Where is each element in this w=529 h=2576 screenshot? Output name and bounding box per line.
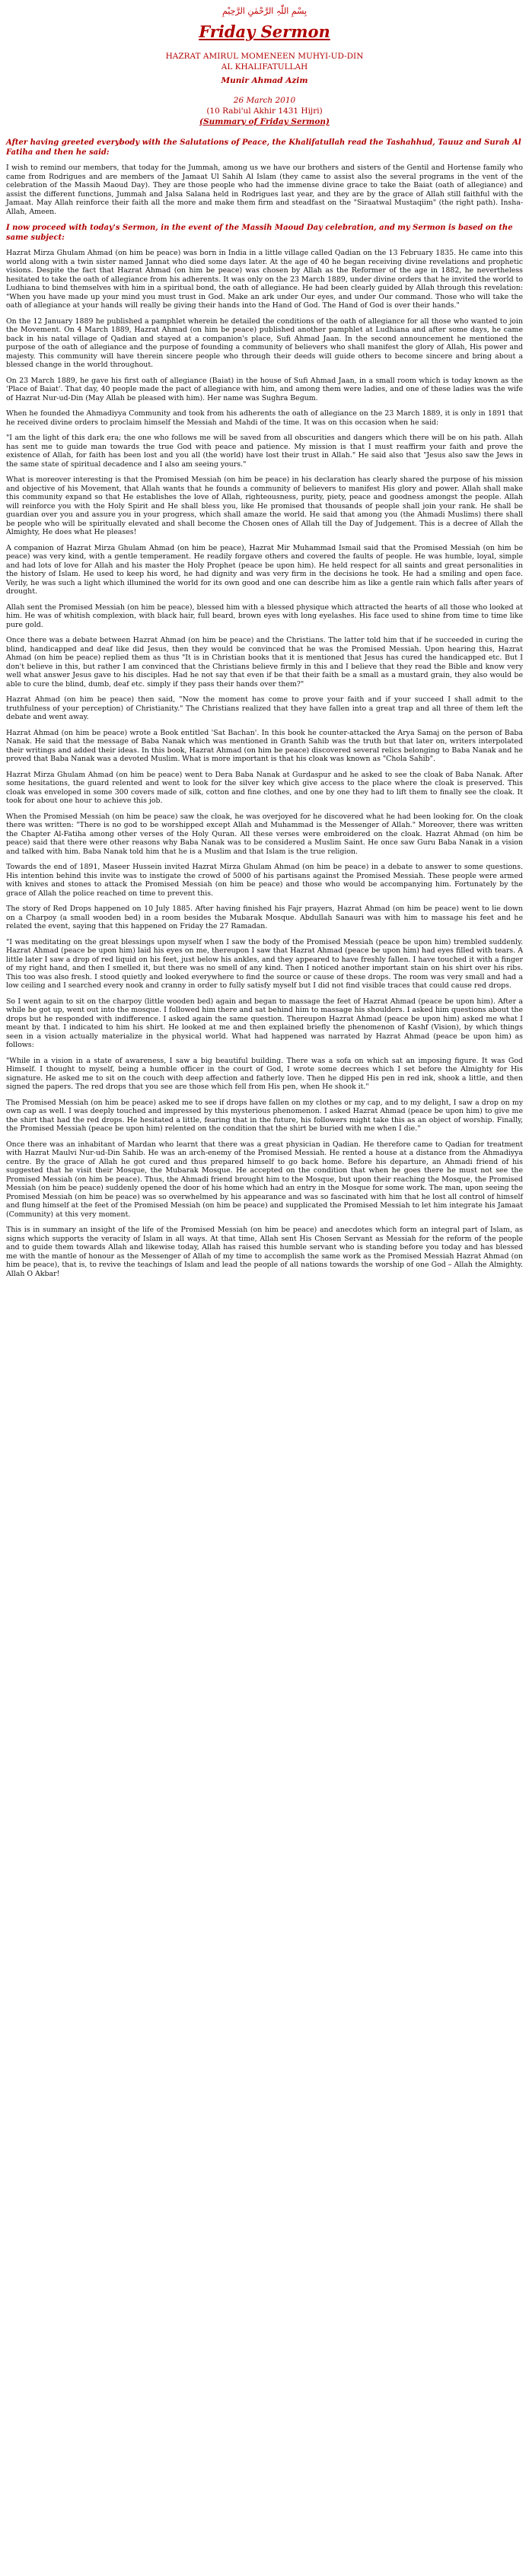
paragraph: A companion of Hazrat Mirza Ghulam Ahmad (on him be peace), Hazrat Mir Muhammad Ismail said that the Promised Messiah (on him be peace) was very kind, with a gentle temperament. He readily forgave others and covered the faults of people. He was humble, loyal, simple and had lots of love for Allah and his master the Holy Prophet (peace be upon him). He held respect for all saints and great personalities in the history of Islam. He used to keep his word, he had dignity and was very firm in the decisions he took. He had a smiling and open face. Verily, he was such a light which illumined the world for its own good and one can describe him as like a gentle rain which falls after years of drought. (6, 543, 523, 596)
bismillah-heading: بِسْمِ اللّٰہِ الرَّحْمٰنِ الرَّحِیْمِ (221, 6, 308, 16)
paragraph: "While in a vision in a state of awareness, I saw a big beautiful building. There was a sofa on which sat an imposing figure. It was God Himself. I thought to myself, being a humble officer in the court of God, I wrote some decrees which I set before the Almighty for His signature. He asked me to sit on the couch with deep affection and fatherly love. Then he dipped His pen in red ink, shook a little, and then signed the papers. The red drops that you see are those which fell from His pen, when He shook it." (6, 1056, 523, 1092)
paragraph: "I was meditating on the great blessings upon myself when I saw the body of the Promised Messiah (peace be upon him) trembled suddenly. Hazrat Ahmad (peace be upon him) laid his eyes on me, thereupon I saw that Hazrat Ahmad (peace be upon him) had eyes filled with tears. A little later I saw a drop of red liquid on his feet, just below his ankles, and they appeared to have freshly fallen. I have touched it with a finger of my right hand, and then I smelled it, but there was no smell of any kind. Then I noticed another important stain on his shirt over his ribs. This too was also fresh. I stood quietly and looked everywhere to find the source or cause of these drops. The room was very small and had a low ceiling and I searched every nook and cranny in order to fully satisfy myself but I did not find visible traces that could cause red drops. (6, 937, 523, 991)
intro-subject: I now proceed with today's Sermon, in the event of the Massih Maoud Day celebration, and my Sermon is based on the same subject: (6, 224, 513, 242)
paragraph: Hazrat Mirza Ghulam Ahmad (on him be peace) was born in India in a little village called Qadian on the 13 February 1835. He came into this world along with a twin sister named Jannat who died some days later. At the age of 40 he began receiving divine revelations and prophetic visions. Despite the fact that Hazrat Ahmad (on him be peace) was chosen by Allah as the Reformer of the age in 1882, he nevertheless hesitated to take the oath of allegiance from his adherents. It was only on the 23 March 1889, under divine orders that he invited the world to Ludhiana to bind themselves with him in a spiritual bond, the oath of allegiance. He had been clearly guided by Allah through this revelation: "When you have made up your mind you must trust in God. Make an ark under Our eyes, and under Our command. Those who will take the oath of allegiance at your hands will really be giving their hands into the Hand of God. The Hand of God is over their hands." (6, 249, 523, 310)
paragraph: Towards the end of 1891, Maseer Hussein invited Hazrat Mirza Ghulam Ahmad (on him be peace) in a debate to answer to some questions. His intention behind this invite was to instigate the crowd of 5000 of his partisans against the Promised Messiah. These people were armed with knives and stones to attack the Promised Messiah (on him be peace) and those who would be accompanying him. Fortunately by the grace of Allah the police reached on time to prevent this. (6, 863, 523, 898)
author-name: Munir Ahmad Azim (221, 76, 308, 85)
sermon-body (6, 249, 523, 1278)
paragraph: Allah sent the Promised Messiah (on him be peace), blessed him with a blessed physique which attracted the hearts of all those who looked at him. He was of whitish complexion, with black hair, full beard, brown eyes with long eyelashes. His face used to shine from time to time like pure gold. (6, 603, 523, 629)
paragraph: I wish to remind our members, that today for the Jummah, among us we have our brothers and sisters of the Gentil and Hortense family who came from Rodrigues and are members of the Jamaat Ul Sahih Al Islam (they came to assist also the several programs in the vent of the celebration of the Massih Maoud Day). They are those people who had the immense divine grace to take the Baiat (oath of allegiance) and assist the different functions, Jummah and Jalsa Salana held in Rodrigues last year, and they are by the grace of Allah still faithful with the Jamaat. May Allah reinforce their faith all the more and make them firm and steadfast on the "Siraatwal Mustaqiim" (the right path). Insha-Allah, Ameen. (6, 164, 523, 216)
paragraph: The Promised Messiah (on him be peace) asked me to see if drops have fallen on my clothes or my cap, and to my delight, I saw a drop on my own cap as well. I was deeply touched and impressed by this mysterious phenomenon. I asked Hazrat Ahmad (peace be upon him) to give me the shirt that had the red drops. He hesitated a little, fearing that in the future, his followers might take this as an object of worship. Finally, the Promised Messiah (peace be upon him) relented on the condition that the shirt be buried with me when I die." (6, 1098, 523, 1134)
caliph-title-line1: HAZRAT AMIRUL MOMENEEN MUHYI-UD-DIN (165, 52, 364, 61)
summary-label: (Summary of Friday Sermon) (199, 117, 330, 126)
paragraph: The story of Red Drops happened on 10 July 1885. After having finished his Fajr prayers, Hazrat Ahmad (on him be peace) went to lie down on a Charpoy (a small wooden bed) in a room besides the Mubarak Mosque. Abdullah Sanauri was with him to massage his feet and he related the event, saying that this happened on Friday the 27 Ramadan. (6, 905, 523, 931)
paragraph: "I am the light of this dark era; the one who follows me will be saved from all obscurities and dangers which there will be on his path. Allah has sent me to guide man towards the true God with peace and patience. My mission is that I must reaffirm your faith and prove the existence of Allah, for faith has been lost and you all (the world) have lost their trust in Allah." He said also that "Jesus also saw the Jews in the same state of spiritual decadence and I also am seeing yours." (6, 434, 523, 469)
hijri-date: (10 Rabi'ul Akhir 1431 Hijri) (206, 107, 323, 116)
paragraph: What is moreover interesting is that the Promised Messiah (on him be peace) in his declaration has clearly shared the purpose of his mission and objective of his Movement, that Allah wants that he founds a community of believers to manifest His glory and power. Allah shall make this community expand so that He establishes the love of Allah, righteousness, purity, piety, peace and goodness amongst the people. Allah will reinforce you with the Holy Spirit and He shall bless you, like He promised that thousands of people shall join your rank. He shall be guardian over you and assure you in your progress, which shall amaze the world. He said that among you (the Ahmadi Muslims) there shall be people who will be spiritually elevated and shall become the Chosen ones of Allah till the Day of Judgement. This is a decree of Allah the Almighty, He does what He pleases! (6, 475, 523, 537)
paragraph: When the Promised Messiah (on him be peace) saw the cloak, he was overjoyed for he discovered what he had been looking for. On the cloak there was written: "There is no god to be worshipped except Allah and Muhammad is the Messenger of Allah." Moreover, there was written the Chapter Al-Fatiha among other verses of the Holy Quran. All these verses were embroidered on the cloak. Hazrat Ahmad (on him be peace) said that there were other reasons why Baba Nanak was to be considered a Muslim Saint. He once saw Guru Baba Nanak in a vision and talked with him. Baba Nanak told him that he is a Muslim and that Islam is the true religion. (6, 812, 523, 856)
paragraph: Hazrat Mirza Ghulam Ahmad (on him be peace) went to Dera Baba Nanak at Gurdaspur and he asked to see the cloak of Baba Nanak. After some hesitations, the guard relented and went to look for the silver key which give access to the place where the cloak is preserved. This cloak was enveloped in some 300 covers made of silk, cotton and fine clothes, and one by one they had to lift them to finally see the cloak. It took for about one hour to achieve this job. (6, 770, 523, 806)
paragraph: On 23 March 1889, he gave his first oath of allegiance (Baiat) in the house of Sufi Ahmad Jaan, in a small room which is today known as the 'Place of Baiat'. That day, 40 people made the pact of allegiance with him, and among them were ladies, and one of these ladies was the wife of Hazrat Nur-ud-Din (May Allah be pleased with him). Her name was Sughra Begum. (6, 376, 523, 402)
paragraph: This is in summary an insight of the life of the Promised Messiah (on him be peace) and anecdotes which form an integral part of Islam, as signs which supports the veracity of Islam in all ways. At that time, Allah sent His Chosen Servant as Messiah for the reform of the people and to guide them towards Allah and likewise today, Allah has raised this humble servant who is standing before you today and has blessed me with the mantle of honour as the Messenger of Allah of my time to accomplish the same work as the Promised Messiah Hazrat Ahmad (on him be peace), that is, to revive the teachings of Islam and lead the people of all nations towards the worship of one God – Allah the Almighty. Allah O Akbar! (6, 1226, 523, 1278)
sermon-date: 26 March 2010 (233, 96, 296, 105)
paragraph: On the 12 January 1889 he published a pamphlet wherein he detailed the conditions of the oath of allegiance for all those who wanted to join the Movement. On 4 March 1889, Hazrat Ahmad (on him be peace) published another pamphlet at Ludhiana and after some days, he came back in his natal village of Qadian and stayed at a companion's place, Sufi Ahmad Jaan. In the second announcement he mentioned the purpose of the oath of allegiance and the purpose of founding a community of believers who shall manifest the glory of Allah, His power and majesty. This community will have therein sincere people who through their deeds will guide others to become sincere and bring about a blessed change in the world throughout. (6, 316, 523, 370)
paragraph: So I went again to sit on the charpoy (little wooden bed) again and began to massage the feet of Hazrat Ahmad (peace be upon him). After a while he got up, went out into the mosque. I followed him there and sat behind him to massage his shoulders. I asked him questions about the drops but he responded with indifference. I asked again the same question. Thereupon Hazrat Ahmad (peace be upon him) asked me what I meant by that. I indicated to him his shirt. He looked at me and then explained briefly the phenomenon of Kashf (Vision), by which things seen in a vision actually materialize in the physical world. What had happened was narrated by Hazrat Ahmad (peace be upon him) as follows: (6, 997, 523, 1050)
caliph-title-line2: AL KHALIFATULLAH (221, 62, 308, 72)
paragraph: Hazrat Ahmad (on him be peace) wrote a Book entitled 'Sat Bachan'. In this book he counter-attacked the Arya Samaj on the person of Baba Nanak. He said that the message of Baba Nanak which was mentioned in Granth Sahib was the truth but that later on, writers interpolated their writings and added their ideas. In this book, Hazrat Ahmad (on him be peace) discovered several relics belonging to Baba Nanak and he proved that Baba Nanak was a devoted Muslim. What is more important is that his cloak was known as "Chola Sahib". (6, 728, 523, 764)
paragraph: Hazrat Ahmad (on him be peace) then said, "Now the moment has come to prove your faith and if your succeed I shall admit to the truthfulness of your perception) of Christianity." The Christians realized that they have fallen into a great trap and all three of them left the debate and went away. (6, 695, 523, 722)
paragraph: When he founded the Ahmadiyya Community and took from his adherents the oath of allegiance on the 23 March 1889, it is only in 1891 that he received divine orders to proclaim himself the Messiah and Mahdi of the time. It was on this occasion when he said: (6, 409, 523, 427)
paragraph: Once there was a debate between Hazrat Ahmad (on him be peace) and the Christians. The latter told him that if he succeeded in curing the blind, handicapped and deaf like did Jesus, then they would be convinced that he was the Promised Messiah. Upon hearing this, Hazrat Ahmad (on him be peace) replied them as thus "It is in Christian books that it is mentioned that Jesus has cured the handicapped etc. But I don't believe in this, but rather I am convinced that the Christians believe firmly in this and I believe that they read the Bible and know very well what answer Jesus gave to his disciples. Had he not say that even if be that their faith be a small as a mustard grain, they also would be able to cure the blind, dumb, deaf etc. simply if they pass their hands over them?" (6, 636, 523, 689)
intro-greeting: After having greeted everybody with the Salutations of Peace, the Khalifatullah read the Tashahhud, Tauuz and Surah Al Fatiha and then he said: (6, 138, 521, 157)
page-title: Friday Sermon (199, 22, 330, 41)
paragraph: Once there was an inhabitant of Mardan who learnt that there was a great physician in Qadian. He therefore came to Qadian for treatment with Hazrat Maulvi Nur-ud-Din Sahib. He was an arch-enemy of the Promised Messiah. He rented a house at a distance from the Ahmadiyya centre. By the grace of Allah he got cured and thus prepared himself to go back home. Before his departure, an Ahmadi friend of his suggested that he visit their Mosque, the Mubarak Mosque. He accepted on the condition that when he goes there he must not see the Promised Messiah (on him be peace). Thus, the Ahmadi friend brought him to the Mosque, but upon their reaching the Mosque, the Promised Messiah (on him be peace) suddenly opened the door of his home which had an entry in the Mosque for some work. The man, upon seeing the Promised Messiah (on him be peace) was so overwhelmed by his appearance and was so fascinated with him that he lost all control of himself and flung himself at the feet of the Promised Messiah (on him be peace) and supplicated the Promised Messiah to let him integrate his Jamaat (Community) at this very moment. (6, 1140, 523, 1219)
